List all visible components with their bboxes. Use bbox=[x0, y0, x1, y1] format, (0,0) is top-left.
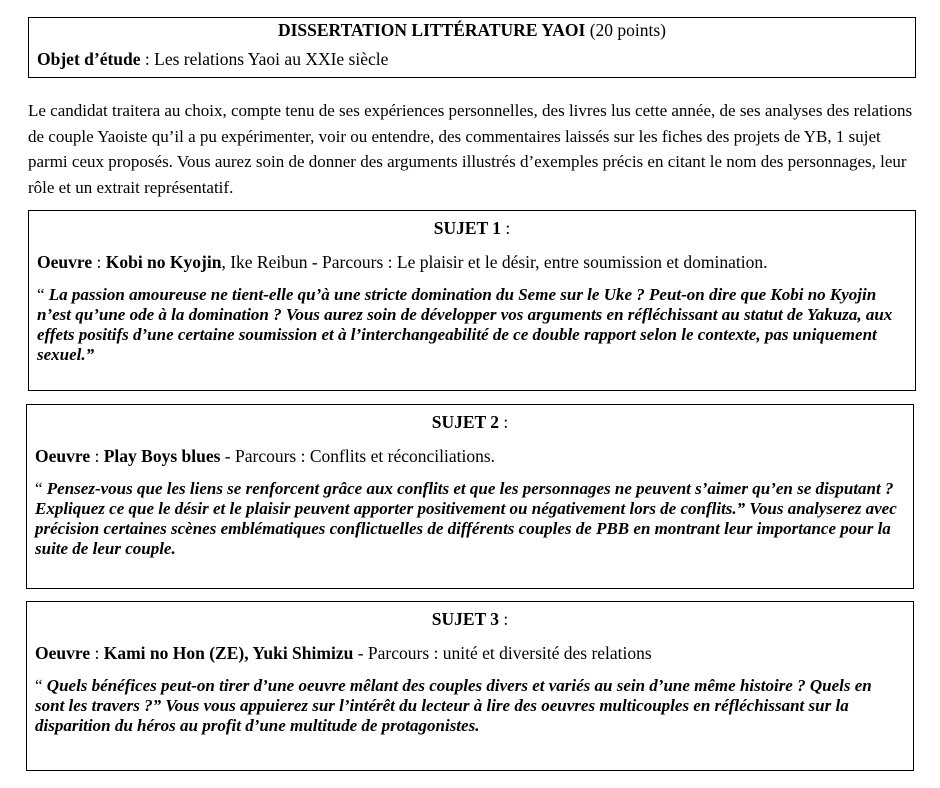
subject-title-text: SUJET 2 bbox=[431, 412, 500, 432]
points-text: (20 points) bbox=[585, 20, 667, 40]
title-text: DISSERTATION LITTÉRATURE YAOI bbox=[277, 20, 586, 40]
work-rest: , Ike Reibun - Parcours : Le plaisir et le désir, entre soumission et domination. bbox=[221, 252, 768, 272]
work-sep: : bbox=[90, 643, 104, 663]
subject-quote bbox=[27, 676, 913, 736]
work-title: Kami no Hon (ZE), Yuki Shimizu bbox=[103, 643, 354, 663]
work-sep: : bbox=[90, 446, 104, 466]
study-object bbox=[29, 48, 915, 70]
subject-box-1 bbox=[28, 210, 916, 391]
quote-open: “ bbox=[37, 285, 49, 304]
study-object-value: Les relations Yaoi au XXIe siècle bbox=[154, 49, 389, 69]
subject-box-2 bbox=[26, 404, 914, 589]
work-label: Oeuvre bbox=[35, 446, 91, 466]
subject-title-text: SUJET 1 bbox=[433, 218, 502, 238]
subject-box-3 bbox=[26, 601, 914, 771]
quote-open: “ bbox=[35, 479, 47, 498]
subject-title-suffix: : bbox=[499, 609, 509, 629]
subject-quote bbox=[29, 285, 915, 365]
subject-quote bbox=[27, 479, 913, 559]
work-title: Kobi no Kyojin bbox=[105, 252, 222, 272]
work-sep: : bbox=[92, 252, 106, 272]
subject-title bbox=[29, 217, 915, 239]
intro-paragraph: Le candidat traitera au choix, compte tenu de ses expériences personnelles, des livres lus cette année, de ses analyses des relations de couple Yaoiste qu’il a pu expérimenter, voir ou entendre, des commentaires laissés sur les fiches des projets de YB, 1 sujet parmi ceux proposés. Vous aurez soin de donner des arguments illustrés d’exemples précis en citant le nom des personnages, leur rôle et un extrait représentatif. bbox=[28, 101, 913, 197]
work-title: Play Boys blues bbox=[103, 446, 221, 466]
subject-title-text: SUJET 3 bbox=[431, 609, 500, 629]
work-rest: - Parcours : unité et diversité des relations bbox=[353, 643, 652, 663]
quote-text: Pensez-vous que les liens se renforcent grâce aux conflits et que les personnages ne peuvent s’aimer qu’en se disputant ? Expliquez ce que le désir et le plaisir peuvent apporter positivement ou négativement lors de conflits.” Vous analyserez avec précision certaines scènes emblématiques conflictuelles de différents couples de PBB en montrant leur importance pour la suite de leur couple. bbox=[35, 479, 897, 558]
work-line bbox=[27, 445, 913, 467]
quote-open: “ bbox=[35, 676, 47, 695]
work-rest: - Parcours : Conflits et réconciliations. bbox=[220, 446, 496, 466]
document-title bbox=[29, 19, 915, 41]
subject-title-suffix: : bbox=[501, 218, 511, 238]
quote-text: Quels bénéfices peut-on tirer d’une oeuvre mêlant des couples divers et variés au sein d’une même histoire ? Quels en sont les travers ?” Vous vous appuierez sur l’intérêt du lecteur à lire des oeuvres multicouples en réfléchissant sur la disparition du héros au profit d’une multitude de protagonistes. bbox=[35, 676, 872, 735]
quote-text: La passion amoureuse ne tient-elle qu’à une stricte domination du Seme sur le Uke ? Peut-on dire que Kobi no Kyojin n’est qu’une ode à la domination ? Vous aurez soin de développer vos arguments en réfléchissant au statut de Yakuza, aux effets positifs d’une certaine soumission et à l’interchangeabilité de ce double rapport selon le contexte, pas uniquement sexuel.” bbox=[37, 285, 893, 364]
work-label: Oeuvre bbox=[37, 252, 93, 272]
work-label: Oeuvre bbox=[35, 643, 91, 663]
subject-title bbox=[27, 608, 913, 630]
study-object-label: Objet d’étude bbox=[37, 49, 141, 69]
study-object-sep: : bbox=[140, 49, 155, 69]
work-line bbox=[27, 642, 913, 664]
work-line bbox=[29, 251, 915, 273]
subject-title-suffix: : bbox=[499, 412, 509, 432]
subject-title bbox=[27, 411, 913, 433]
header-box bbox=[28, 17, 916, 78]
